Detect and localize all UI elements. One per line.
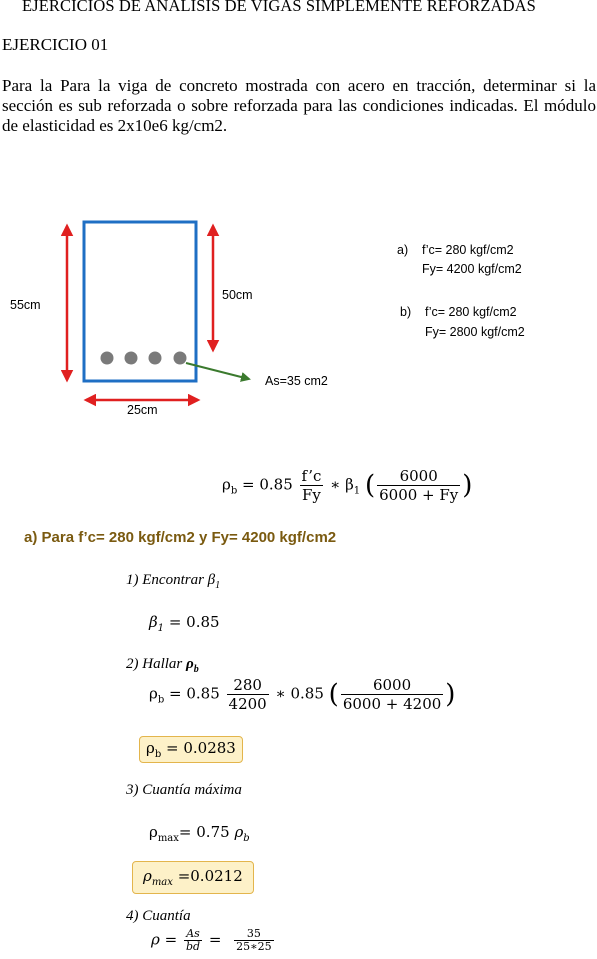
total-height-label: 55cm [10, 298, 41, 312]
steel-area-label: As=35 cm2 [265, 374, 328, 388]
step4-label: 4) Cuantía [126, 908, 191, 924]
step3-formula: $\rho_{max}= 0.75$ $\rho_b$ [149, 823, 250, 844]
step1-label: 1) Encontrar $\beta_1$ [126, 572, 221, 591]
balanced-ratio-formula: $\rho_b = 0.85$ $\frac{f’c}{Fy}$ ∗ $\beta_1$ ( $\frac{6000}{6000 + Fy}$ ) [222, 467, 473, 504]
step3-label: 3) Cuantía máxima [126, 782, 242, 798]
rebar [149, 352, 162, 365]
rebar [174, 352, 187, 365]
width-label: 25cm [127, 403, 158, 417]
step2-result-highlight: $\rho_b = 0.0283$ [139, 736, 243, 763]
step2-label: 2) Hallar $\rho_b$ [126, 656, 199, 675]
case-a-marker: a) [397, 243, 409, 257]
step3-result-highlight: $\rho_{max} =0.0212$ [132, 861, 254, 894]
case-a-fc: f’c= 280 kgf/cm2 [422, 243, 514, 257]
step1-result: $\beta_1 = 0.85$ [149, 613, 220, 634]
rebar [101, 352, 114, 365]
case-b-fc: f’c= 280 kgf/cm2 [425, 305, 517, 319]
step4-formula: ρ = $\frac{As}{bd}$ = $\frac{35}{25∗25}$ [151, 927, 272, 953]
section-a-heading: a) Para f’c= 280 kgf/cm2 y Fy= 4200 kgf/cm2 [24, 529, 337, 546]
effective-depth-label: 50cm [222, 288, 253, 302]
exercise-heading: EJERCICIO 01 [2, 35, 109, 54]
step2-formula: $\rho_b = 0.85$ $\frac{280}{4200}$ ∗ 0.85 ( $\frac{6000}{6000 + 4200}$ ) [149, 676, 456, 713]
document-title: EJERCICIOS DE ANALISIS DE VIGAS SIMPLEMENTE REFORZADAS [22, 0, 536, 15]
case-b-marker: b) [400, 305, 412, 319]
case-a-fy: Fy= 4200 kgf/cm2 [422, 262, 522, 276]
rebar [125, 352, 138, 365]
case-b-fy: Fy= 2800 kgf/cm2 [425, 325, 525, 339]
problem-statement: Para la Para la viga de concreto mostrada con acero en tracción, determinar si la sección es sub reforzada o sobre reforzada para las condiciones indicadas. El módulo de elasticidad es 2x10e6 kg/cm2. [2, 76, 596, 135]
